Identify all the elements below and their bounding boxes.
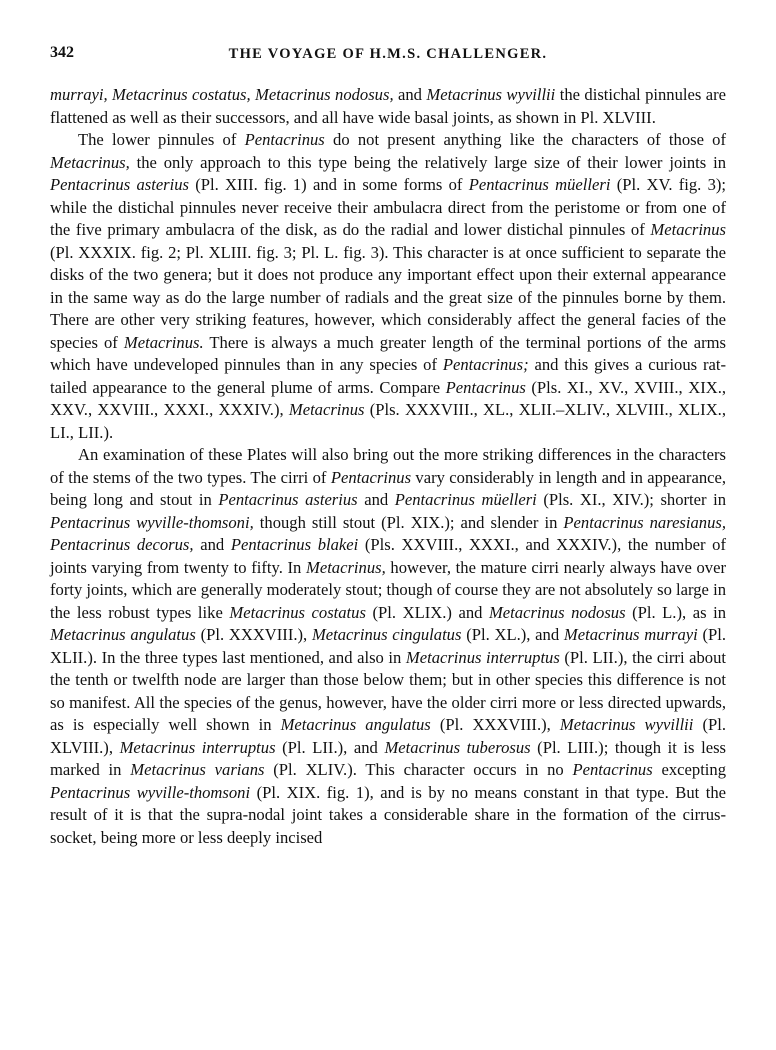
text-run: the only approach to this type being the relatively large size of their lower joints in [129, 152, 726, 172]
italic-run: Pentacrinus wyville-thomsoni, [50, 512, 254, 532]
text-run: (Pl. XLIV.). This character occurs in no [264, 760, 573, 779]
page [50, 40, 726, 849]
italic-run: Metacrinus cingulatus [311, 625, 462, 644]
italic-run: Metacrinus [650, 220, 726, 239]
text-run: (Pl. XL.), and [461, 625, 564, 644]
text-run: (Pl. XXXVIII.), [195, 625, 312, 644]
italic-run: Pentacrinus naresianus, Pentacrinus decorus, [50, 512, 726, 554]
text-run: There is always a much greater length of the terminal portions of the arms which have undeveloped pinnules than in any species of [50, 332, 726, 374]
text-run: (Pl. XIII. fig. 1) and in some forms of [189, 175, 469, 194]
italic-run: Pentacrinus [572, 760, 653, 779]
italic-run: Metacrinus interruptus [405, 647, 560, 667]
paragraph-1 [50, 84, 726, 129]
paragraph-3 [50, 444, 726, 849]
text-run: (Pl. XLII.). In the three types last mentioned, and also in [50, 625, 726, 667]
text-run: (Pl. L.), as in [625, 602, 726, 622]
text-run: (Pls. XXVIII., XXXI., and XXXIV.), the number of joints varying from twenty to fifty. In [50, 535, 726, 577]
italic-run: Pentacrinus müelleri [394, 490, 537, 509]
text-run: though still stout (Pl. XIX.); and slender in [253, 512, 564, 532]
text-run: however, the mature cirri nearly always have over forty joints, which are generally moderately stout; though of course they are not absolutely so large in the less robust types like [50, 557, 726, 622]
text-run: do not present anything like the characters of those of [324, 130, 726, 149]
italic-run: Metacrinus tuberosus [384, 737, 531, 757]
text-run: (Pl. XIX. fig. 1), and is by no means constant in that type. But the result of it is that the supra-nodal joint takes a considerable share in the formation of the cirrus-socket, being more or less deeply incised [50, 782, 727, 847]
italic-run: Metacrinus varians [130, 760, 265, 779]
italic-run: Metacrinus. [123, 332, 204, 352]
italic-run: Metacrinus [288, 400, 365, 419]
italic-run: Metacrinus murrayi [563, 625, 698, 644]
text-run: (Pl. XXXVIII.), [430, 715, 560, 734]
italic-run: Metacrinus costatus [229, 602, 366, 622]
running-head [50, 40, 726, 70]
text-run: (Pl. XXXIX. fig. 2; Pl. XLIII. fig. 3; Pl. L. fig. 3). This character is at once sufficient to separate the disks of the two genera; but it does not produce any important effect upon their external appearance in the same way as do the large number of radials and the great size of the pinnules borne by them. There are other very striking features, however, which considerably affect the general facies of the species of [50, 242, 726, 352]
text-run: and [393, 85, 427, 104]
text-run: The lower pinnules of [78, 130, 245, 149]
italic-run: Metacrinus angulatus [280, 715, 431, 734]
italic-run: Metacrinus angulatus [50, 625, 196, 644]
italic-run: Pentacrinus [244, 130, 325, 149]
text-run: (Pls. XI., XIV.); shorter in [536, 490, 727, 509]
page-number: 342 [50, 44, 74, 61]
text-run: (Pls. XI., XV., XVIII., XIX., XXV., XXVIII., XXXI., XXXIV.), [50, 377, 726, 419]
running-title: THE VOYAGE OF H.M.S. CHALLENGER. [228, 46, 548, 62]
italic-run: Metacrinus, [50, 152, 130, 172]
italic-run: Metacrinus nodosus [488, 602, 626, 622]
italic-run: Pentacrinus wyville-thomsoni [50, 782, 251, 802]
italic-run: Pentacrinus asterius [218, 490, 358, 509]
text-run: (Pl. XLIX.) and [365, 602, 489, 622]
text-run: (Pl. XLVIII.), [50, 715, 727, 757]
italic-run: Metacrinus wyvillii [559, 715, 694, 734]
italic-run: Metacrinus wyvillii [426, 85, 556, 104]
text-run: the distichal pinnules are flattened as well as their successors, and all have wide basal joints, as shown in Pl. XLVIII. [50, 85, 727, 127]
text-run: and [357, 490, 395, 509]
italic-run: murrayi, Metacrinus costatus, Metacrinus nodosus, [50, 85, 394, 104]
text-run: excepting [652, 760, 727, 779]
text-run: (Pl. XV. fig. 3); while the distichal pinnules never receive their ambulacra direct from the peristome or from one of the five primary ambulacra of the disk, as do the radial and lower distichal pinnules of [50, 175, 727, 239]
italic-run: Pentacrinus müelleri [468, 175, 611, 194]
text-run: vary considerably in length and in appearance, being long and stout in [50, 467, 726, 509]
text-run: (Pl. LII.), and [275, 737, 385, 757]
body-text [50, 84, 726, 849]
italic-run: Pentacrinus; [442, 355, 529, 374]
italic-run: Metacrinus, [306, 557, 386, 577]
text-run: (Pl. LII.), the cirri about the tenth or twelfth node are larger than those below them; but in other species this difference is not so manifest. All the species of the genus, however, have the older cirri more or less directed upwards, as is especially well shown in [50, 647, 726, 734]
paragraph-2 [50, 129, 726, 444]
text-run: and this gives a curious rat-tailed appearance to the general plume of arms. Compare [50, 355, 726, 397]
italic-run: Pentacrinus asterius [50, 175, 190, 194]
italic-run: Pentacrinus blakei [230, 535, 359, 554]
text-run: and [193, 535, 231, 554]
text-run: (Pl. LIII.); though it is less marked in [50, 737, 727, 779]
text-run: An examination of these Plates will also bring out the more striking differences in the characters of the stems of the two types. The cirri of [50, 445, 726, 487]
italic-run: Metacrinus interruptus [119, 737, 276, 757]
italic-run: Pentacrinus [445, 377, 526, 397]
text-run: (Pls. XXXVIII., XL., XLII.–XLIV., XLVIII., XLIX., LI., LII.). [50, 400, 726, 442]
italic-run: Pentacrinus [330, 467, 412, 487]
